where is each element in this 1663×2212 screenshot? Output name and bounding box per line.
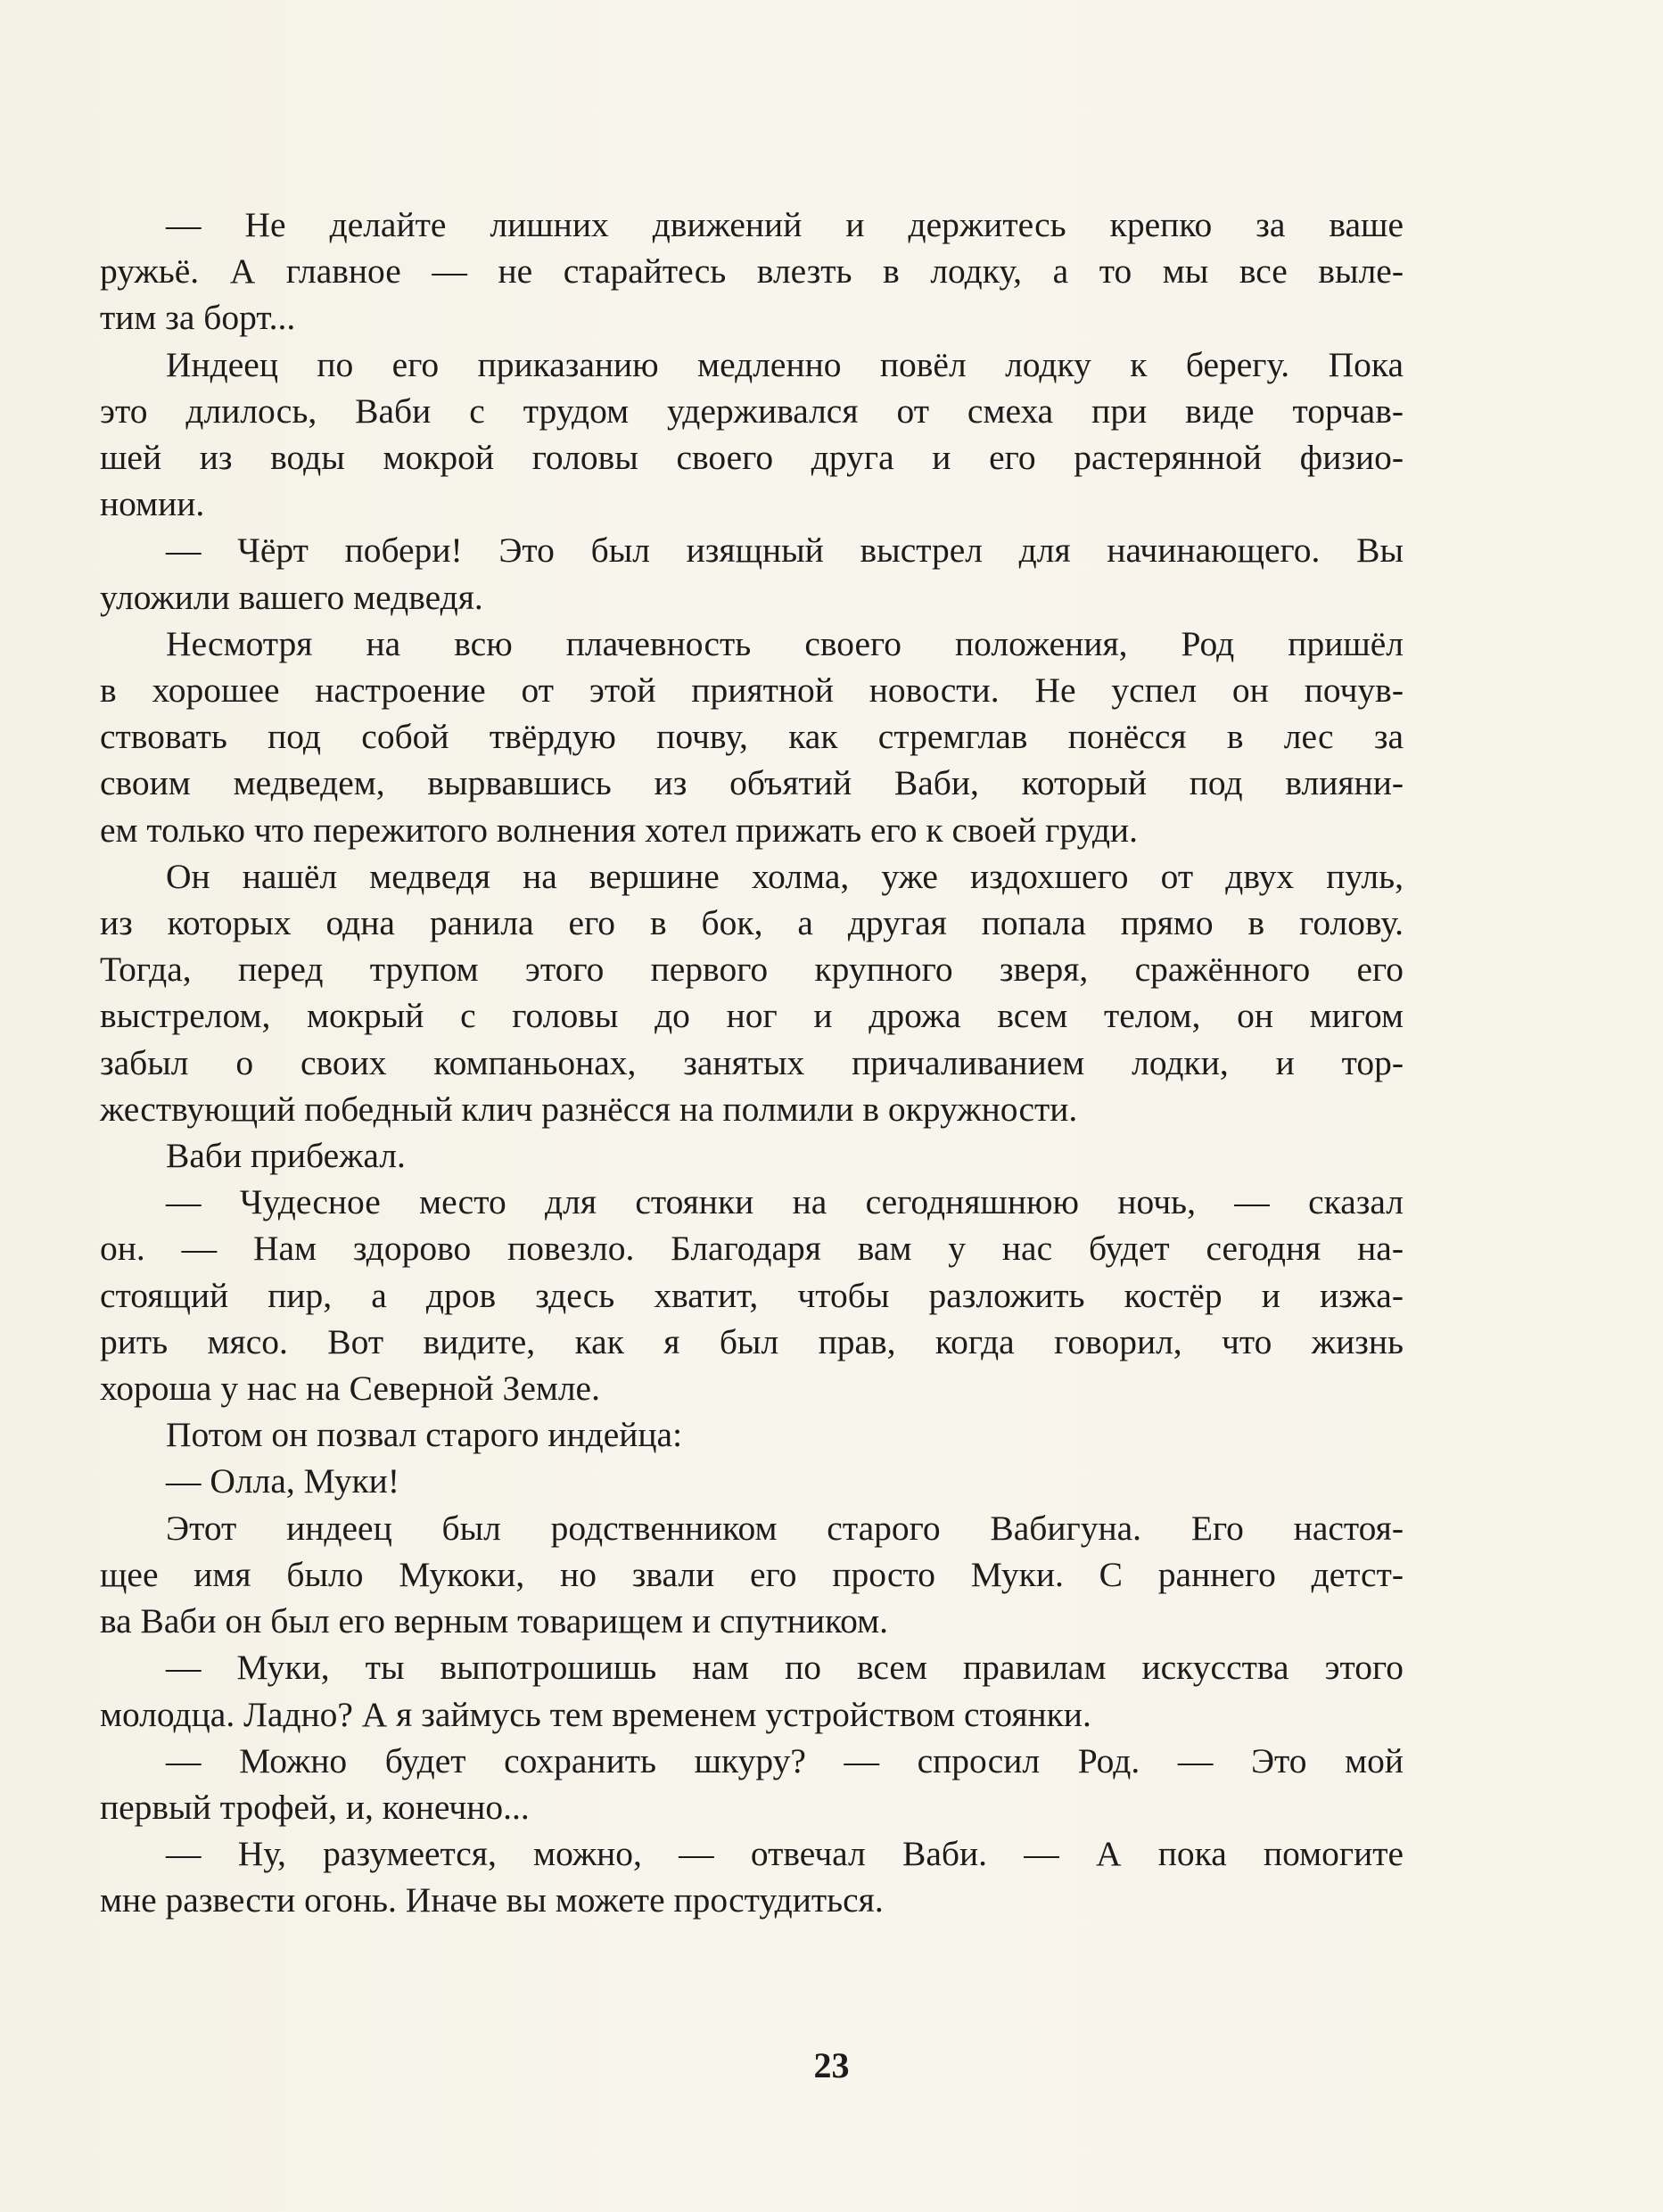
- text-line: ва Ваби он был его верным товарищем и спутником.: [100, 1601, 889, 1641]
- paragraph: [100, 1411, 1404, 1458]
- paragraph: [100, 1132, 1404, 1179]
- text-line: своим медведем, вырвавшись из объятий Ваби, который под влияни-: [100, 763, 1404, 803]
- text-line: Несмотря на всю плачевность своего положения, Род пришёл: [166, 623, 1404, 663]
- paragraph: [100, 1505, 1404, 1645]
- text-line: это длилось, Ваби с трудом удерживался от смеха при виде торчав-: [100, 391, 1404, 431]
- text-line: щее имя было Мукоки, но звали его просто Муки. С раннего детст-: [100, 1554, 1404, 1594]
- text-line: рить мясо. Вот видите, как я был прав, когда говорил, что жизнь: [100, 1321, 1404, 1361]
- paragraph: [100, 1830, 1404, 1923]
- text-line: он. — Нам здорово повезло. Благодаря вам у нас будет сегодня на-: [100, 1229, 1404, 1269]
- text-line: Индеец по его приказанию медленно повёл лодку к берегу. Пока: [166, 344, 1404, 384]
- text-line: уложили вашего медведя.: [100, 577, 483, 617]
- text-line: — Чудесное место для стоянки на сегодняшнюю ночь, — сказал: [166, 1182, 1404, 1222]
- text-line: стоящий пир, а дров здесь хватит, чтобы разложить костёр и изжа-: [100, 1275, 1404, 1315]
- paragraph: [100, 1179, 1404, 1411]
- text-line: номии.: [100, 484, 205, 524]
- paragraph: [100, 341, 1404, 528]
- text-line: — Муки, ты выпотрошишь нам по всем правилам искусства этого: [166, 1648, 1404, 1688]
- text-line: в хорошее настроение от этой приятной новости. Не успел он почув-: [100, 670, 1404, 711]
- text-line: выстрелом, мокрый с головы до ног и дрожа всем телом, он мигом: [100, 996, 1404, 1036]
- paragraph: [100, 1458, 1404, 1504]
- text-line: Ваби прибежал.: [166, 1136, 406, 1176]
- text-line: — Олла, Муки!: [166, 1461, 399, 1501]
- text-line: молодца. Ладно? А я займусь тем временем устройством стоянки.: [100, 1694, 1091, 1734]
- text-line: Потом он позвал старого индейца:: [166, 1415, 683, 1455]
- text-line: — Не делайте лишних движений и держитесь крепко за ваше: [166, 205, 1404, 244]
- text-line: из которых одна ранила его в бок, а другая попала прямо в голову.: [100, 903, 1404, 943]
- text-line: ствовать под собой твёрдую почву, как стремглав понёсся в лес за: [100, 717, 1404, 757]
- text-line: Тогда, перед трупом этого первого крупного зверя, сражённого его: [100, 950, 1404, 990]
- paragraph: [100, 621, 1404, 853]
- page-body-text: [100, 201, 1404, 1924]
- text-line: тим за борт...: [100, 298, 296, 338]
- text-line: жествующий победный клич разнёсся на полмили в окружности.: [100, 1089, 1078, 1129]
- text-line: Он нашёл медведя на вершине холма, уже издохшего от двух пуль,: [166, 856, 1404, 896]
- text-line: первый трофей, и, конечно...: [100, 1787, 530, 1827]
- text-line: — Можно будет сохранить шкуру? — спросил Род. — Это мой: [166, 1740, 1404, 1780]
- paragraph: [100, 527, 1404, 620]
- text-line: — Чёрт побери! Это был изящный выстрел для начинающего. Вы: [166, 530, 1404, 571]
- text-line: Этот индеец был родственником старого Вабигуна. Его настоя-: [166, 1508, 1404, 1548]
- text-line: забыл о своих компаньонах, занятых причаливанием лодки, и тор-: [100, 1042, 1404, 1082]
- paragraph: [100, 201, 1404, 341]
- paragraph: [100, 853, 1404, 1132]
- page-number: 23: [813, 2045, 850, 2085]
- paragraph: [100, 1644, 1404, 1737]
- text-line: ем только что пережитого волнения хотел прижать его к своей груди.: [100, 810, 1138, 850]
- text-line: мне развести огонь. Иначе вы можете простудиться.: [100, 1880, 884, 1920]
- text-line: хороша у нас на Северной Земле.: [100, 1369, 600, 1409]
- text-line: шей из воды мокрой головы своего друга и его растерянной физио-: [100, 438, 1404, 478]
- text-line: — Ну, разумеется, можно, — отвечал Ваби. — А пока помогите: [166, 1834, 1404, 1874]
- text-line: ружьё. А главное — не старайтесь влезть в лодку, а то мы все выле-: [100, 251, 1404, 292]
- paragraph: [100, 1738, 1404, 1830]
